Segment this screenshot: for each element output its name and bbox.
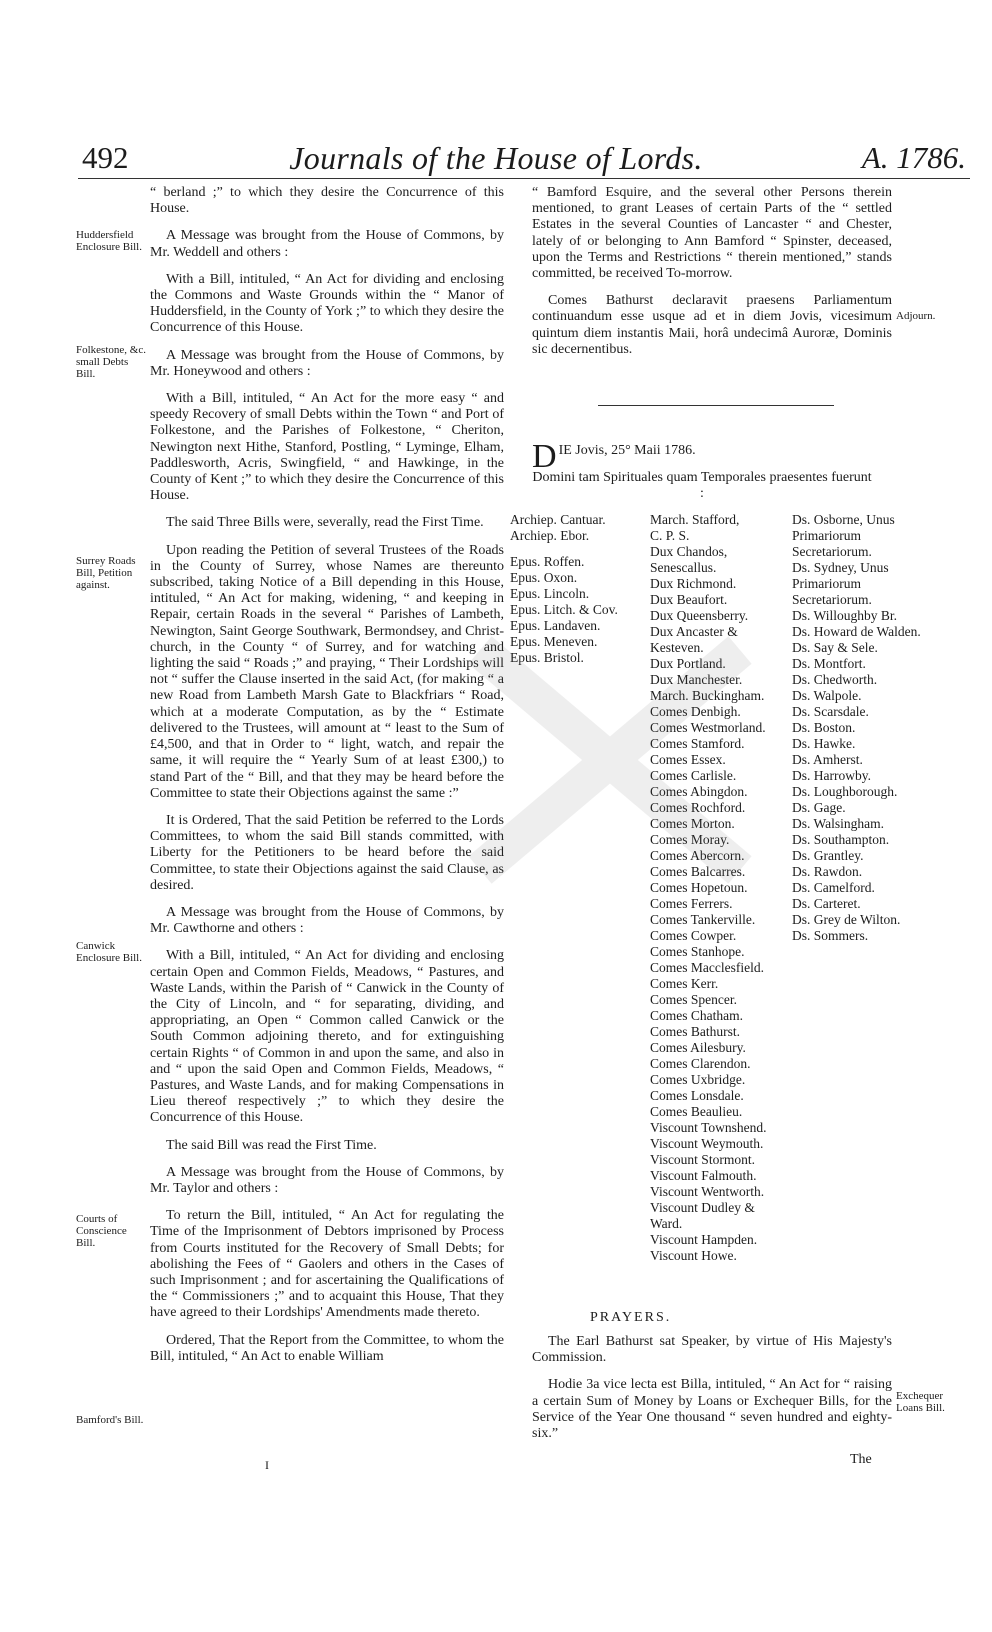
paragraph: The said Bill was read the First Time. [166, 1137, 377, 1153]
lord-entry: Ds. Boston. [792, 720, 856, 735]
lord-entry: Epus. Oxon. [510, 570, 578, 585]
lord-entry: Comes Morton. [650, 816, 735, 831]
lord-entry: Dux Manchester. [650, 672, 743, 687]
margin-note-surrey-roads: Surrey Roads Bill, Petition against. [76, 555, 136, 591]
lord-entry: Dux Richmond. [650, 576, 737, 591]
text-column-left [150, 185, 504, 1376]
lord-entry: Viscount Weymouth. [650, 1136, 764, 1151]
paragraph: The said Three Bills were, severally, read the First Time. [166, 515, 484, 531]
lord-entry: Comes Abingdon. [650, 784, 748, 799]
lord-entry: Comes Hopetoun. [650, 880, 748, 895]
paragraph: “ Bamford Esquire, and the several other Persons therein mentioned, to grant Leases of certain Parts of the “ settled Estates in the several Counties of Lancaster “ and Chester, lately of or belonging to Ann Bamford “ Spinster, deceased, upon the Terms and Restrictions “ therein mentioned,” stands committed, be received To-morrow. [532, 185, 892, 282]
paragraph: With a Bill, intituled, “ An Act for the more easy “ and speedy Recovery of small Debts within the Town “ and Port of Folkestone, and the Parishes of Folkestone, “ Cheriton, Newington next Hithe, Stanford, Postling, “ Lyminge, Elham, Paddlesworth, Acris, Swingfield, “ and Hawkinge, in the County of Kent ;” to which they desire the Concurrence of this House. [150, 391, 504, 504]
lord-entry: Comes Westmorland. [650, 720, 766, 735]
journal-year: A. 1786. [861, 140, 966, 175]
lord-entry: Comes Uxbridge. [650, 1072, 746, 1087]
lord-entry: Ds. Sommers. [792, 928, 869, 943]
margin-note-folkestone: Folkestone, &c. small Debts Bill. [76, 344, 146, 380]
lord-entry: Archiep. Cantuar. [510, 512, 606, 527]
lord-entry: Ds. Chedworth. [792, 672, 878, 687]
lord-entry: Ds. Harrowby. [792, 768, 871, 783]
lords-present-heading: Domini tam Spirituales quam Temporales praesentes fuerunt : [532, 470, 872, 501]
lord-entry: Comes Rochford. [650, 800, 746, 815]
lord-entry: Dux Portland. [650, 656, 726, 671]
lord-entry: Ds. Camelford. [792, 880, 875, 895]
paragraph: A Message was brought from the House of Commons, by Mr. Honeywood and others : [150, 347, 504, 379]
margin-note-exchequer-loans: Exchequer Loans Bill. [896, 1390, 945, 1414]
lord-entry: Viscount Wentworth. [650, 1184, 765, 1199]
paragraph: To return the Bill, intituled, “ An Act for regulating the Time of the Imprisonment of Debtors imprisoned by Process from Courts instituted for the Recovery of Small Debts; for abolishing the Fees of “ Gaolers and others in the Cases of such Imprisonment ; and for ascertaining the Qualifications of the “ Commissioners ;” and to acquaint this House, That they have agreed to their Lordships' Amendments made thereto. [150, 1208, 504, 1321]
paragraph: With a Bill, intituled, “ An Act for dividing and enclosing the Commons and Waste Grounds within the “ Manor of Huddersfield, in the County of York ;” to which they desire the Concurrence of this House. [150, 271, 504, 336]
lord-entry: Comes Abercorn. [650, 848, 745, 863]
paragraph: A Message was brought from the House of Commons, by Mr. Taylor and others : [150, 1164, 504, 1196]
lords-list-spiritual [510, 512, 640, 666]
sitting-date-text: IE Jovis, 25° Maii 1786. [558, 443, 696, 458]
lord-entry: Comes Denbigh. [650, 704, 741, 719]
lord-entry: Ds. Grey de Wilton. [792, 912, 901, 927]
lord-entry: Comes Cowper. [650, 928, 737, 943]
lord-entry: Ds. Loughborough. [792, 784, 898, 799]
margin-note-bamford: Bamford's Bill. [76, 1414, 144, 1426]
lord-entry: Viscount Dudley & Ward. [650, 1200, 755, 1231]
lord-entry: Epus. Landaven. [510, 618, 601, 633]
paragraph: Ordered, That the Report from the Committee, to whom the Bill, intituled, “ An Act to enable William [150, 1332, 504, 1364]
lord-entry: Comes Stamford. [650, 736, 745, 751]
lord-entry: Dux Beaufort. [650, 592, 728, 607]
lord-entry [510, 544, 640, 554]
lord-entry: Archiep. Ebor. [510, 528, 590, 543]
lord-entry: Ds. Walpole. [792, 688, 862, 703]
paragraph: Upon reading the Petition of several Trustees of the Roads in the County of Surrey, whose Names are thereunto subscribed, taking Notice of a Bill depending in this House, intituled, “ An Act for making, widening, “ and keeping in Repair, certain Roads in the several “ Parishes of Lambeth, Newington, Saint George Southwark, Bermondsey, and Christ-church, in the County “ of Surrey, and for watching and lighting the said “ Roads ;” and praying, “ Their Lordships will not “ suffer the Clause inserted in the said Act, (for making “ a new Road from Lambeth Marsh Gate to Blackfriars “ Road, which at a moderate Computation, as by the “ Estimate delivered to the Trustees, will amount at “ least to the Sum of £4,500, and that in Order to “ light, watch, and repair the same, it will require the “ Yearly Sum of at least £300,) to stand Part of the “ Bill, and that they may be heard before the Committee to state their Objections against the same :” [150, 542, 504, 801]
lord-entry: Ds. Gage. [792, 800, 846, 815]
lord-entry: Epus. Meneven. [510, 634, 598, 649]
prayers-heading: PRAYERS. [590, 1310, 672, 1325]
lord-entry: Ds. Willoughby Br. [792, 608, 897, 623]
lord-entry: Epus. Lincoln. [510, 586, 590, 601]
lord-entry: Comes Tankerville. [650, 912, 756, 927]
lord-entry: Comes Chatham. [650, 1008, 743, 1023]
lord-entry: March. Stafford, [650, 512, 740, 527]
lord-entry: Ds. Southampton. [792, 832, 890, 847]
lord-entry: Comes Kerr. [650, 976, 719, 991]
drop-cap: D [532, 438, 557, 475]
lord-entry: Viscount Stormont. [650, 1152, 755, 1167]
lord-entry: Viscount Howe. [650, 1248, 737, 1263]
lord-entry: C. P. S. [650, 528, 690, 543]
page-number: 492 [82, 140, 129, 175]
signature-mark: I [265, 1458, 269, 1472]
sitting-date [532, 438, 892, 475]
lord-entry: Ds. Hawke. [792, 736, 856, 751]
header-rule [78, 178, 970, 179]
margin-note-adjourn: Adjourn. [896, 310, 936, 322]
lord-entry: Comes Bathurst. [650, 1024, 740, 1039]
paragraph: “ berland ;” to which they desire the Concurrence of this House. [150, 185, 504, 217]
lord-entry: Dux Chandos, Senescallus. [650, 544, 728, 575]
lord-entry: Epus. Litch. & Cov. [510, 602, 618, 617]
lords-list-temporal [650, 512, 790, 1264]
lord-entry: Viscount Hampden. [650, 1232, 758, 1247]
lord-entry: Epus. Bristol. [510, 650, 584, 665]
margin-note-canwick: Canwick Enclosure Bill. [76, 940, 142, 964]
lord-entry: Comes Balcarres. [650, 864, 746, 879]
lord-entry: Comes Ailesbury. [650, 1040, 746, 1055]
lord-entry: Ds. Amherst. [792, 752, 863, 767]
lord-entry: Comes Spencer. [650, 992, 737, 1007]
page-header [0, 140, 992, 180]
lord-entry: Comes Stanhope. [650, 944, 745, 959]
paragraph: The Earl Bathurst sat Speaker, by virtue of His Majesty's Commission. [532, 1334, 892, 1366]
paragraph: A Message was brought from the House of Commons, by Mr. Weddell and others : [150, 228, 504, 260]
lord-entry: Dux Queensberry. [650, 608, 749, 623]
lords-list-barons [792, 512, 922, 944]
lord-entry: Ds. Rawdon. [792, 864, 863, 879]
paragraph: Hodie 3a vice lecta est Billa, intituled, “ An Act for “ raising a certain Sum of Money by Loans or Exchequer Bills, for the Service of the Year One thousand “ seven hundred and eighty-six.” [532, 1377, 892, 1442]
lord-entry: March. Buckingham. [650, 688, 765, 703]
journal-title: Journals of the House of Lords. [289, 140, 703, 176]
lord-entry: Ds. Howard de Walden. [792, 624, 921, 639]
lord-entry: Ds. Carteret. [792, 896, 861, 911]
lord-entry: Ds. Say & Sele. [792, 640, 878, 655]
paragraph: Comes Bathurst declaravit praesens Parliamentum continuandum esse usque ad et in diem Jovis, vicesimum quintum diem instantis Maii, horâ undecimâ Auroræ, Dominis sic decernentibus. [532, 293, 892, 357]
paragraph: It is Ordered, That the said Petition be referred to the Lords Committees, to whom the said Bill stands committed, with Liberty for the Petitioners to be heard before the said Committee, to state their Objections against the said Clause, as desired. [150, 812, 504, 893]
catchword: The [850, 1452, 872, 1467]
lord-entry: Ds. Walsingham. [792, 816, 885, 831]
lord-entry: Comes Carlisle. [650, 768, 737, 783]
lord-entry: Ds. Osborne, Unus Primariorum Secretariorum. [792, 512, 895, 559]
lord-entry: Comes Ferrers. [650, 896, 733, 911]
paragraph: With a Bill, intituled, “ An Act for dividing and enclosing certain Open and Common Fields, Meadows, “ Pastures, and Waste Lands, within the Parish of “ Canwick in the County of the City of Lincoln, and “ for separating, dividing, and appropriating, an Open “ Common called Canwick or the South Common adjoining thereto, and for extinguishing certain Rights “ of Common in and upon the same, and also in and “ upon the said Open and Common Fields, Meadows, “ Pastures, and Waste Lands, and for making Compensations in Lieu thereof respectively ;” to which they desire the Concurrence of this House. [150, 948, 504, 1126]
lord-entry: Ds. Montfort. [792, 656, 866, 671]
margin-note-huddersfield: Huddersfield Enclosure Bill. [76, 229, 142, 253]
lord-entry: Ds. Grantley. [792, 848, 864, 863]
text-column-right-lower [532, 1334, 892, 1453]
lord-entry: Comes Beaulieu. [650, 1104, 743, 1119]
lord-entry: Comes Essex. [650, 752, 726, 767]
margin-note-courts-of-conscience: Courts of Conscience Bill. [76, 1213, 127, 1249]
lord-entry: Comes Macclesfield. [650, 960, 764, 975]
lord-entry: Comes Moray. [650, 832, 730, 847]
lord-entry: Ds. Scarsdale. [792, 704, 869, 719]
text-column-right [532, 185, 892, 369]
lord-entry: Comes Lonsdale. [650, 1088, 744, 1103]
section-divider [598, 405, 834, 406]
lord-entry: Viscount Falmouth. [650, 1168, 757, 1183]
lord-entry: Ds. Sydney, Unus Primariorum Secretariorum. [792, 560, 889, 607]
lord-entry: Dux Ancaster & Kesteven. [650, 624, 738, 655]
paragraph: A Message was brought from the House of Commons, by Mr. Cawthorne and others : [150, 904, 504, 937]
lord-entry: Comes Clarendon. [650, 1056, 751, 1071]
lord-entry: Viscount Townshend. [650, 1120, 767, 1135]
lord-entry: Epus. Roffen. [510, 554, 585, 569]
